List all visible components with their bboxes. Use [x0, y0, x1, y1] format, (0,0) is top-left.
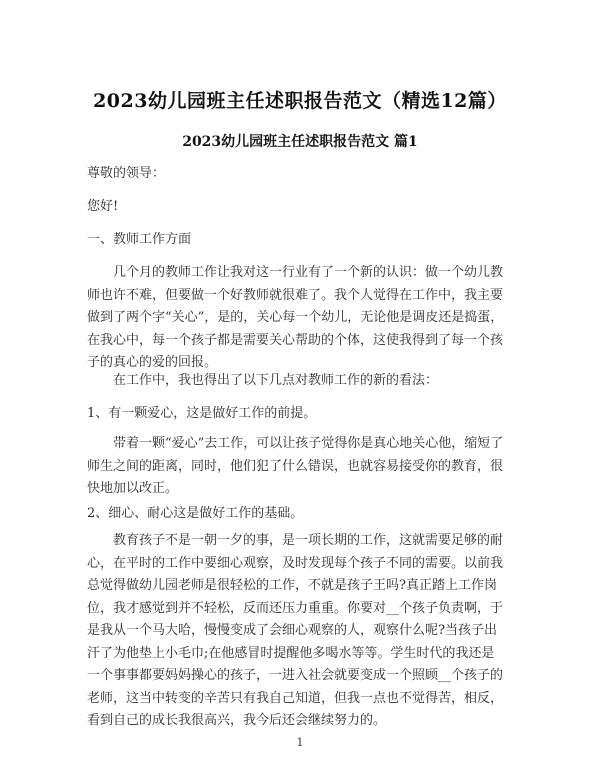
salutation: 尊敬的领导：: [87, 166, 166, 181]
document-title: 2023幼儿园班主任述职报告范文（精选12篇）: [93, 90, 507, 112]
section-title: 2023幼儿园班主任述职报告范文 篇1: [182, 134, 418, 150]
page-number: 1: [296, 736, 304, 749]
greeting: 您好!: [87, 199, 119, 214]
paragraph-3: 带着一颗“爱心”去工作，可以让孩子觉得你是真心地关心他，缩短了师生之间的距离，同时，他们犯了什么错误，也就容易接受你的教育，很快地加以改正。: [87, 436, 504, 496]
paragraph-4: 教育孩子不是一朝一夕的事，是一项长期的工作，这就需要足够的耐心，在平时的工作中要细心观察，及时发现每个孩子不同的需要。以前我总觉得做幼儿园老师是很轻松的工作，不就是孩子王吗?真正踏上工作岗位，我才感觉到并不轻松，反而还压力重重。你要对__个孩子负责啊，于是我从一个马大哈，慢慢变成了会细心观察的人，观察什么呢?当孩子出汗了为他垫上小毛巾;在他感冒时提醒他多喝水等等。学生时代的我还是一个事事都要妈妈操心的孩子，一进入社会就要变成一个照顾__个孩子的老师，这当中转变的辛苦只有我自己知道，但我一点也不觉得苦，相反，看到自己的成长我很高兴，我今后还会继续努力的。: [87, 533, 504, 728]
heading-teaching-work: 一、教师工作方面: [87, 232, 192, 247]
paragraph-1: 几个月的教师工作让我对这一行业有了一个新的认识：做一个幼儿教师也许不难，但要做一个好教师就很难了。我个人觉得在工作中，我主要做到了两个字“关心”，是的，关心每一个幼儿，无论他是调皮还是捣蛋，在我心中，每一个孩子都是需要关心帮助的个体，这使我得到了每一个孩子的真心的爱的回报。: [87, 265, 504, 370]
paragraph-2: 在工作中，我也得出了以下几点对教师工作的新的看法：: [113, 373, 439, 388]
point-1: 1、有一颗爱心，这是做好工作的前提。: [87, 406, 317, 421]
point-2: 2、细心、耐心这是做好工作的基础。: [87, 506, 304, 521]
